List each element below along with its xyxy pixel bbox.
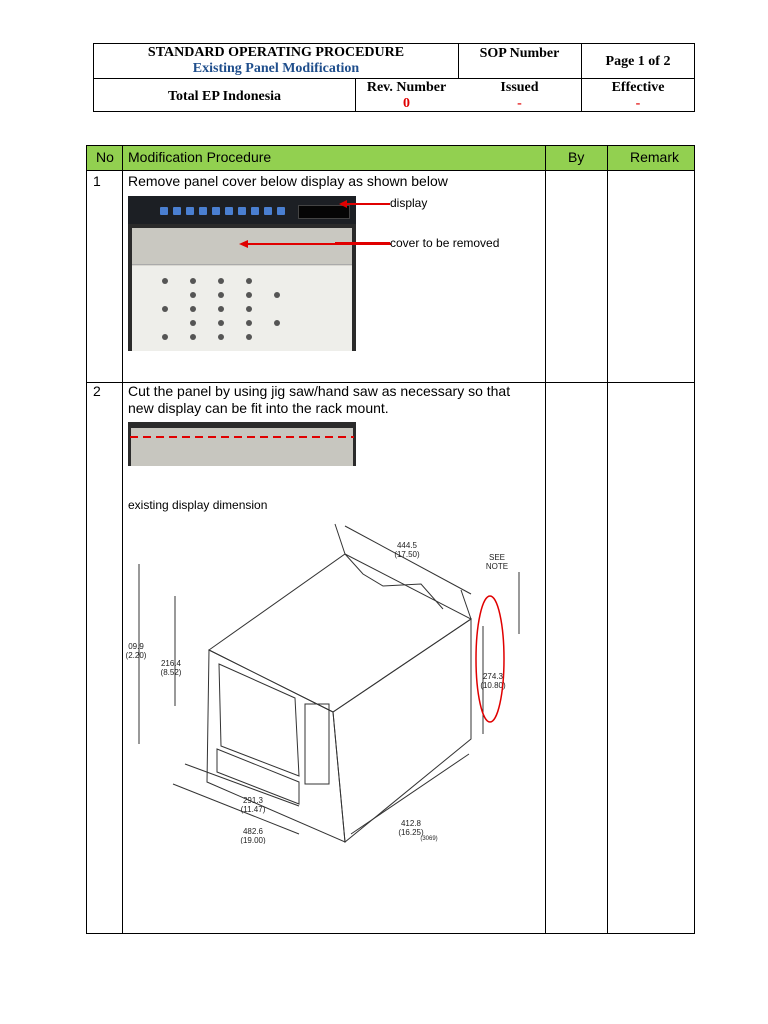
cover-annotation: cover to be removed [390, 236, 500, 250]
effective [581, 80, 695, 112]
dim-top: 444.5 [396, 541, 418, 550]
col-header-by: By [568, 149, 585, 165]
see-note-2: NOTE [485, 562, 509, 571]
dim-left-outer: 09.9 [128, 642, 144, 651]
dim-left-outer-in: (2.20) [125, 651, 147, 660]
dim-right: 274.3 [482, 672, 504, 681]
see-note: SEE [488, 553, 506, 562]
drawing-number: (3069) [420, 836, 438, 842]
step-text-line2: new display can be fit into the rack mount. [128, 400, 389, 416]
sop-title-line1: STANDARD OPERATING PROCEDURE [147, 45, 405, 60]
display-annotation: display [390, 196, 428, 210]
dimension-drawing [123, 514, 543, 844]
rev-number [355, 80, 458, 112]
col-header-remark: Remark [630, 149, 680, 165]
row-number: 1 [93, 173, 101, 189]
table-header-row [87, 146, 694, 171]
dim-left-inner: 216.4 [160, 659, 182, 668]
sop-number-label: SOP Number [479, 46, 560, 61]
issued-label: Issued [500, 80, 539, 95]
step-text: Remove panel cover below display as shown below [128, 173, 448, 189]
col-header-procedure: Modification Procedure [128, 149, 272, 165]
dim-left-inner-in: (8.52) [160, 668, 182, 677]
drawing-caption: existing display dimension [128, 498, 268, 512]
company-name: Total EP Indonesia [167, 89, 282, 104]
panel-photo [128, 196, 356, 351]
issued-value: - [517, 96, 522, 111]
dim-bottom2-in: (19.00) [240, 836, 266, 844]
dim-right-in: (10.80) [480, 681, 506, 690]
sop-title-line2: Existing Panel Modification [192, 61, 360, 76]
highlight-ellipse [476, 596, 504, 722]
sop-header-table [93, 43, 695, 112]
row-number: 2 [93, 383, 101, 399]
cover-arrow [237, 239, 397, 251]
effective-value: - [635, 96, 641, 111]
dim-depth: 412.8 [400, 819, 422, 828]
dim-bottom1: 291.3 [242, 796, 264, 805]
procedure-table [86, 145, 695, 934]
issued [458, 80, 581, 112]
page-indicator: Page 1 of 2 [605, 54, 671, 69]
sop-title [94, 45, 458, 77]
step-text-line1: Cut the panel by using jig saw/hand saw as necessary so that [128, 383, 511, 399]
rev-number-value: 0 [403, 96, 410, 111]
dim-depth-in: (16.25) [398, 828, 424, 837]
cut-line-photo [128, 422, 356, 466]
dim-top-in: (17.50) [394, 550, 420, 559]
dim-bottom1-in: (11.47) [240, 805, 266, 814]
col-header-no: No [96, 149, 114, 165]
dim-bottom2: 482.6 [242, 827, 264, 836]
effective-label: Effective [611, 80, 665, 95]
rev-number-label: Rev. Number [366, 80, 447, 95]
